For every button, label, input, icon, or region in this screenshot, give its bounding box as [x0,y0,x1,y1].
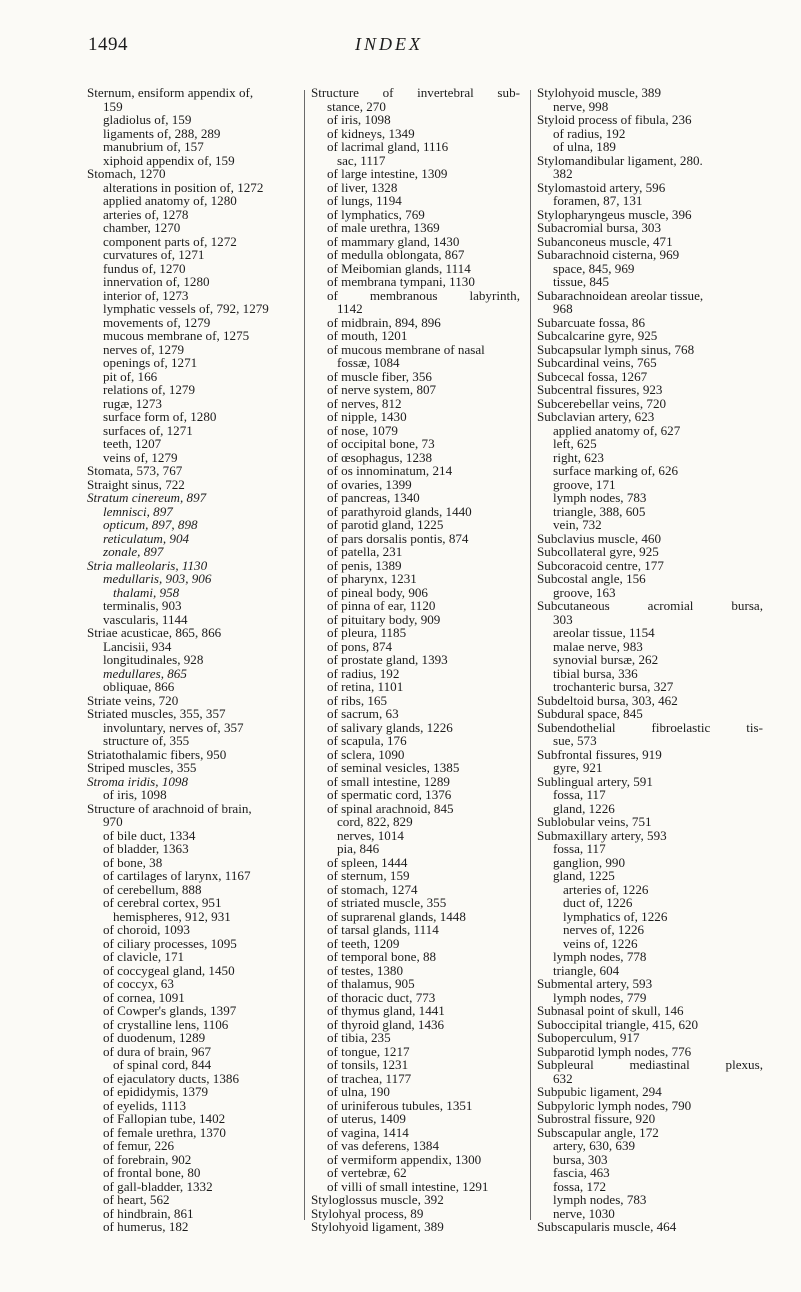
index-entry: of female urethra, 1370 [103,1124,226,1140]
index-entry: of heart, 562 [103,1192,170,1207]
index-entry: rugæ, 1273 [103,395,162,411]
index-entry: artery, 630, 639 [553,1138,636,1153]
index-entry: Striae acusticae, 865, 866 [87,625,222,640]
index-entry: of crystalline lens, 1106 [103,1016,229,1032]
index-entry: of ovaries, 1399 [327,476,412,492]
index-entry: space, 845, 969 [553,260,635,276]
index-entry: synovial bursæ, 262 [553,652,659,667]
index-entry: Subarcuate fossa, 86 [537,314,645,330]
index-entry: of pituitary body, 909 [327,611,441,627]
index-entry: of eyelids, 1113 [103,1097,187,1113]
index-entry: of sternum, 159 [327,868,410,883]
index-entry: of patella, 231 [327,544,403,559]
index-entry: of thoracic duct, 773 [327,989,436,1005]
index-entry: Stomach, 1270 [87,166,166,181]
index-entry: of kidneys, 1349 [327,125,415,141]
entry-word: plexus, [725,1057,763,1072]
index-entry: 632 [553,1070,573,1086]
index-entry: of membrana tympani, 1130 [327,274,475,289]
index-entry: of villi of small intestine, 1291 [327,1178,489,1194]
index-entry: Subcostal angle, 156 [537,571,646,586]
index-entry: of tibia, 235 [327,1030,391,1045]
index-entry: of ejaculatory ducts, 1386 [103,1070,239,1086]
index-entry: arteries of, 1278 [103,206,189,222]
index-entry: of pleura, 1185 [327,625,407,640]
index-entry: manubrium of, 157 [103,139,204,154]
entry-word: acromial [647,598,694,613]
index-entry: Subacromial bursa, 303 [537,220,662,235]
index-entry: relations of, 1279 [103,382,196,397]
entry-word: labyrinth, [469,287,520,303]
index-entry: vein, 732 [553,517,602,532]
index-entry: Subcecal fossa, 1267 [537,368,648,384]
index-entry: of hindbrain, 861 [103,1205,194,1221]
index-entry: of sacrum, 63 [327,706,399,721]
index-entry: Subcalcarine gyre, 925 [537,328,658,343]
index-entry: Straight sinus, 722 [87,476,185,492]
index-entry: Stroma iridis, 1098 [87,773,189,789]
index-entry: of salivary glands, 1226 [327,719,453,735]
index-entry: of humerus, 182 [103,1219,189,1234]
index-entry: component parts of, 1272 [103,233,237,249]
index-entry: Styloid process of fibula, 236 [537,112,692,127]
index-entry: of spinal cord, 844 [113,1057,212,1072]
index-entry: of nipple, 1430 [327,409,407,424]
index-entry: of trachea, 1177 [327,1070,412,1086]
index-entry: malae nerve, 983 [553,638,643,654]
index-entry: of midbrain, 894, 896 [327,314,441,330]
index-entry: Subdural space, 845 [537,706,643,721]
index-entry: of choroid, 1093 [103,922,190,937]
index-entry: Striated muscles, 355, 357 [87,706,226,721]
index-entry: fascia, 463 [553,1165,610,1180]
index-entry: of uriniferous tubules, 1351 [327,1097,473,1113]
index-entry: of small intestine, 1289 [327,773,450,789]
index-entry: of cartilages of larynx, 1167 [103,868,251,883]
index-entry: of bone, 38 [103,854,163,870]
index-entry: Subcardinal veins, 765 [537,355,657,370]
index-entry: of Fallopian tube, 1402 [103,1111,226,1126]
index-entry: duct of, 1226 [563,895,633,910]
index-entry: sac, 1117 [337,152,386,168]
index-entry: of ulna, 190 [327,1084,390,1099]
index-entry: Suboccipital triangle, 415, 620 [537,1016,699,1032]
index-entry: Subdeltoid bursa, 303, 462 [537,692,678,708]
index-entry: fossa, 117 [553,787,606,802]
index-entry: of uterus, 1409 [327,1111,406,1126]
index-entry: of nerve system, 807 [327,382,437,397]
index-entry: of spleen, 1444 [327,854,408,870]
index-entry: pit of, 166 [103,368,158,384]
index-entry: Subrostral fissure, 920 [537,1111,656,1126]
index-entry: of iris, 1098 [327,112,391,127]
index-entry: fossæ, 1084 [337,355,400,370]
index-entry: of coccyx, 63 [103,976,174,991]
index-entry: of parathyroid glands, 1440 [327,503,472,519]
page-number: 1494 [88,34,128,55]
index-entry: Styloglossus muscle, 392 [311,1192,444,1207]
index-entry: groove, 163 [553,584,616,600]
index-entry: of radius, 192 [553,125,626,141]
index-entry: of clavicle, 171 [103,949,185,964]
index-entry: of mammary gland, 1430 [327,233,460,249]
index-entry: Subcollateral gyre, 925 [537,544,659,559]
index-entry: of temporal bone, 88 [327,949,437,964]
index-entry: nerves, 1014 [337,827,404,843]
index-entry: nerves of, 1226 [563,922,645,937]
index-entry: of epididymis, 1379 [103,1084,209,1099]
index-entry: of pinna of ear, 1120 [327,598,436,613]
index-entry: lymphatics of, 1226 [563,908,668,924]
index-entry: Suboperculum, 917 [537,1030,640,1045]
index-entry: fossa, 172 [553,1178,607,1194]
index-entry: terminalis, 903 [103,598,182,613]
index-entry: Subscapular angle, 172 [537,1124,659,1140]
index-entry: Submaxillary artery, 593 [537,827,667,843]
index-entry: of suprarenal glands, 1448 [327,908,466,924]
index-entry: Subscapularis muscle, 464 [537,1219,677,1234]
index-entry: triangle, 388, 605 [553,503,646,519]
index-entry: 968 [553,301,573,316]
index-entry: of thymus gland, 1441 [327,1003,445,1018]
index-entry [311,289,520,303]
index-entry: Stylopharyngeus muscle, 396 [537,206,692,222]
index-entry: Stylohyoid ligament, 389 [311,1219,444,1234]
index-entry: surface form of, 1280 [103,409,217,424]
entry-word: membranous [369,287,438,303]
index-entry: of tongue, 1217 [327,1043,410,1059]
index-entry: alterations in position of, 1272 [103,179,264,195]
index-entry: groove, 171 [553,476,616,492]
index-entry: openings of, 1271 [103,355,198,370]
index-entry: lymph nodes, 783 [553,1192,647,1207]
index-entry: of mouth, 1201 [327,328,408,343]
index-entry: of gall-bladder, 1332 [103,1178,213,1194]
index-entry: Stomata, 573, 767 [87,463,183,478]
index-entry: teeth, 1207 [103,436,162,451]
index-entry: of parotid gland, 1225 [327,517,444,532]
index-entry: of dura of brain, 967 [103,1043,211,1059]
index-entry: of ciliary processes, 1095 [103,935,237,951]
index-entry: of cornea, 1091 [103,989,185,1005]
index-entry: right, 623 [553,449,604,465]
index-entry: Striatothalamic fibers, 950 [87,746,227,762]
index-entry: fundus of, 1270 [103,260,186,276]
index-entry: of occipital bone, 73 [327,436,435,451]
index-entry: Subarachnoid cisterna, 969 [537,247,680,262]
index-entry: of lymphatics, 769 [327,206,425,222]
index-entry: Subcapsular lymph sinus, 768 [537,341,695,357]
index-entry: Structure of arachnoid of brain, [87,800,252,816]
index-entry: Stria malleolaris, 1130 [87,557,208,573]
entry-word: Subcutaneous [537,598,610,613]
index-entry: Sternum, ensiform appendix of, [87,85,254,100]
index-entry: thalami, 958 [113,584,180,600]
index-entry: of teeth, 1209 [327,935,400,951]
index-entry: of thyroid gland, 1436 [327,1016,445,1032]
index-entry: Subpyloric lymph nodes, 790 [537,1097,692,1113]
index-entry: of male urethra, 1369 [327,220,440,235]
index-entry: sue, 573 [553,733,597,748]
index-entry: tibial bursa, 336 [553,665,638,681]
entry-word: tis- [746,719,763,735]
index-entry: of iris, 1098 [103,787,167,802]
index-entry: Subarachnoidean areolar tissue, [537,287,704,303]
index-entry: Striped muscles, 355 [87,760,197,775]
index-entry: of ribs, 165 [327,692,388,708]
entry-word: Subpleural [537,1057,594,1072]
index-entry: Stratum cinereum, 897 [87,490,207,505]
index-entry: of thalamus, 905 [327,976,415,991]
entry-word: Subendothelial [537,719,616,735]
index-entry: mucous membrane of, 1275 [103,328,250,343]
index-entry: of liver, 1328 [327,179,398,195]
index-entry: of Cowper's glands, 1397 [103,1003,237,1018]
index-entry: of penis, 1389 [327,557,402,573]
column-divider-2 [530,90,531,1220]
index-entry: of œsophagus, 1238 [327,449,433,465]
index-entry: bursa, 303 [553,1151,608,1167]
index-entry: interior of, 1273 [103,287,189,303]
index-entry: 159 [103,98,123,114]
index-entry: Subparotid lymph nodes, 776 [537,1043,692,1059]
index-entry: Sublobular veins, 751 [537,814,652,829]
index-entry [537,599,763,613]
index-entry: Subclavian artery, 623 [537,409,655,424]
index-entry: Stylomandibular ligament, 280. [537,152,703,168]
index-entry: of nerves, 812 [327,395,402,411]
index-entry: of bladder, 1363 [103,841,189,856]
index-entry: curvatures of, 1271 [103,247,205,262]
index-entry [537,721,763,735]
index-entry: of os innominatum, 214 [327,463,453,478]
index-entry: of medulla oblongata, 867 [327,247,465,262]
index-entry: Sublingual artery, 591 [537,773,653,789]
index-entry: of mucous membrane of nasal [327,341,485,357]
entry-word: mediastinal [629,1057,690,1072]
index-entry: of prostate gland, 1393 [327,652,448,667]
index-entry: of testes, 1380 [327,962,404,978]
index-entry: opticum, 897, 898 [103,517,198,532]
index-entry: of vermiform appendix, 1300 [327,1151,482,1167]
entry-word: fibroelastic [651,719,711,735]
index-entry: of duodenum, 1289 [103,1030,206,1045]
index-entry: of scapula, 176 [327,733,407,748]
index-entry: stance, 270 [327,98,386,114]
index-column-2 [311,86,520,1234]
index-entry: of frontal bone, 80 [103,1165,201,1180]
index-entry: lemnisci, 897 [103,503,173,519]
index-entry: Stylohyal process, 89 [311,1205,424,1221]
entry-word: Structure [311,85,359,100]
index-entry: of coccygeal gland, 1450 [103,962,235,978]
index-entry: of spermatic cord, 1376 [327,787,452,802]
index-entry: of bile duct, 1334 [103,827,196,843]
index-entry: innervation of, 1280 [103,274,210,289]
entry-word: sub- [497,85,520,100]
index-entry: involuntary, nerves of, 357 [103,719,244,735]
index-entry: lymph nodes, 779 [553,989,647,1005]
index-entry: movements of, 1279 [103,314,211,330]
index-entry: of retina, 1101 [327,679,404,694]
index-entry: ganglion, 990 [553,854,626,870]
index-entry: Subcentral fissures, 923 [537,382,663,397]
index-entry: vascularis, 1144 [103,611,188,627]
index-entry: of tonsils, 1231 [327,1057,409,1072]
index-entry: surfaces of, 1271 [103,422,193,438]
page-header [0,0,801,70]
index-entry: structure of, 355 [103,733,190,748]
index-entry: of pancreas, 1340 [327,490,420,505]
index-entry: arteries of, 1226 [563,881,649,897]
index-entry: trochanteric bursa, 327 [553,679,674,694]
index-entry: medullaris, 903, 906 [103,571,212,586]
index-entry: of tarsal glands, 1114 [327,922,439,937]
index-entry: of forebrain, 902 [103,1151,192,1167]
running-head: INDEX [355,34,423,54]
index-entry: of spinal arachnoid, 845 [327,800,454,816]
index-entry: of pineal body, 906 [327,584,428,600]
index-entry: of lacrimal gland, 1116 [327,139,449,154]
index-entry: of cerebellum, 888 [103,881,202,897]
index-entry: Subcerebellar veins, 720 [537,395,667,411]
index-entry: veins of, 1279 [103,449,178,465]
index-entry: Subnasal point of skull, 146 [537,1003,684,1018]
index-entry: nerve, 998 [553,98,609,114]
index-entry [311,86,520,100]
index-entry: ligaments of, 288, 289 [103,125,221,141]
index-entry: 303 [553,611,573,627]
index-entry: 382 [553,166,573,181]
entry-word: invertebral [417,85,474,100]
index-entry: pia, 846 [337,841,380,856]
index-entry: of striated muscle, 355 [327,895,447,910]
index-entry: of lungs, 1194 [327,193,402,208]
index-entry: hemispheres, 912, 931 [113,908,231,924]
index-entry: areolar tissue, 1154 [553,625,655,640]
index-entry: Subfrontal fissures, 919 [537,746,662,762]
index-entry: tissue, 845 [553,274,610,289]
index-entry: of pons, 874 [327,638,393,654]
index-column-3 [537,86,763,1234]
index-entry: cord, 822, 829 [337,814,413,829]
index-entry: Subclavius muscle, 460 [537,530,662,546]
index-entry: surface marking of, 626 [553,463,679,478]
index-entry: applied anatomy of, 1280 [103,193,237,208]
index-entry: medullares, 865 [103,665,187,681]
index-entry: of radius, 192 [327,665,400,681]
index-entry: applied anatomy of, 627 [553,422,681,438]
index-entry: zonale, 897 [103,544,164,559]
index-entry: of nose, 1079 [327,422,398,438]
index-entry: of large intestine, 1309 [327,166,448,181]
index-entry: gyre, 921 [553,760,603,775]
index-entry: of pharynx, 1231 [327,571,417,586]
index-entry: veins of, 1226 [563,935,638,951]
index-entry: Stylohyoid muscle, 389 [537,85,662,100]
index-entry: Lancisii, 934 [103,638,172,654]
index-entry: of femur, 226 [103,1138,175,1153]
index-entry: obliquae, 866 [103,679,175,694]
index-entry: gland, 1225 [553,868,615,883]
index-entry: of ulna, 189 [553,139,616,154]
index-entry: Subanconeus muscle, 471 [537,233,673,249]
index-entry: Subcoracoid centre, 177 [537,557,664,573]
entry-word: of [382,85,394,100]
index-entry: of seminal vesicles, 1385 [327,760,460,775]
index-entry: 970 [103,814,123,829]
index-entry [537,1058,763,1072]
index-entry: triangle, 604 [553,962,620,978]
index-entry: of vertebræ, 62 [327,1165,407,1180]
index-entry: chamber, 1270 [103,220,181,235]
index-entry: Submental artery, 593 [537,976,653,991]
index-entry: fossa, 117 [553,841,606,856]
index-entry: longitudinales, 928 [103,652,204,667]
index-entry: Stylomastoid artery, 596 [537,179,666,195]
index-entry: gland, 1226 [553,800,615,816]
entry-word: of [327,287,338,303]
index-entry: of cerebral cortex, 951 [103,895,222,910]
index-entry: Striate veins, 720 [87,692,179,708]
index-entry: nerve, 1030 [553,1205,615,1221]
index-entry: lymphatic vessels of, 792, 1279 [103,301,269,316]
index-entry: 1142 [337,301,363,316]
index-entry: of Meibomian glands, 1114 [327,260,471,276]
index-entry: foramen, 87, 131 [553,193,643,208]
index-entry: left, 625 [553,436,597,451]
index-entry: of sclera, 1090 [327,746,405,762]
index-entry: of muscle fiber, 356 [327,368,432,384]
index-entry: lymph nodes, 783 [553,490,647,505]
index-entry: of stomach, 1274 [327,881,418,897]
index-entry: of pars dorsalis pontis, 874 [327,530,469,546]
index-column-1 [87,86,299,1234]
index-entry: gladiolus of, 159 [103,112,192,127]
index-entry: lymph nodes, 778 [553,949,647,964]
index-entry: of vas deferens, 1384 [327,1138,439,1153]
entry-word: bursa, [731,598,763,613]
index-entry: xiphoid appendix of, 159 [103,152,235,168]
index-entry: of vagina, 1414 [327,1124,409,1140]
index-entry: Subpubic ligament, 294 [537,1084,662,1099]
index-entry: reticulatum, 904 [103,530,190,546]
column-divider-1 [304,90,305,1220]
index-entry: nerves of, 1279 [103,341,185,357]
